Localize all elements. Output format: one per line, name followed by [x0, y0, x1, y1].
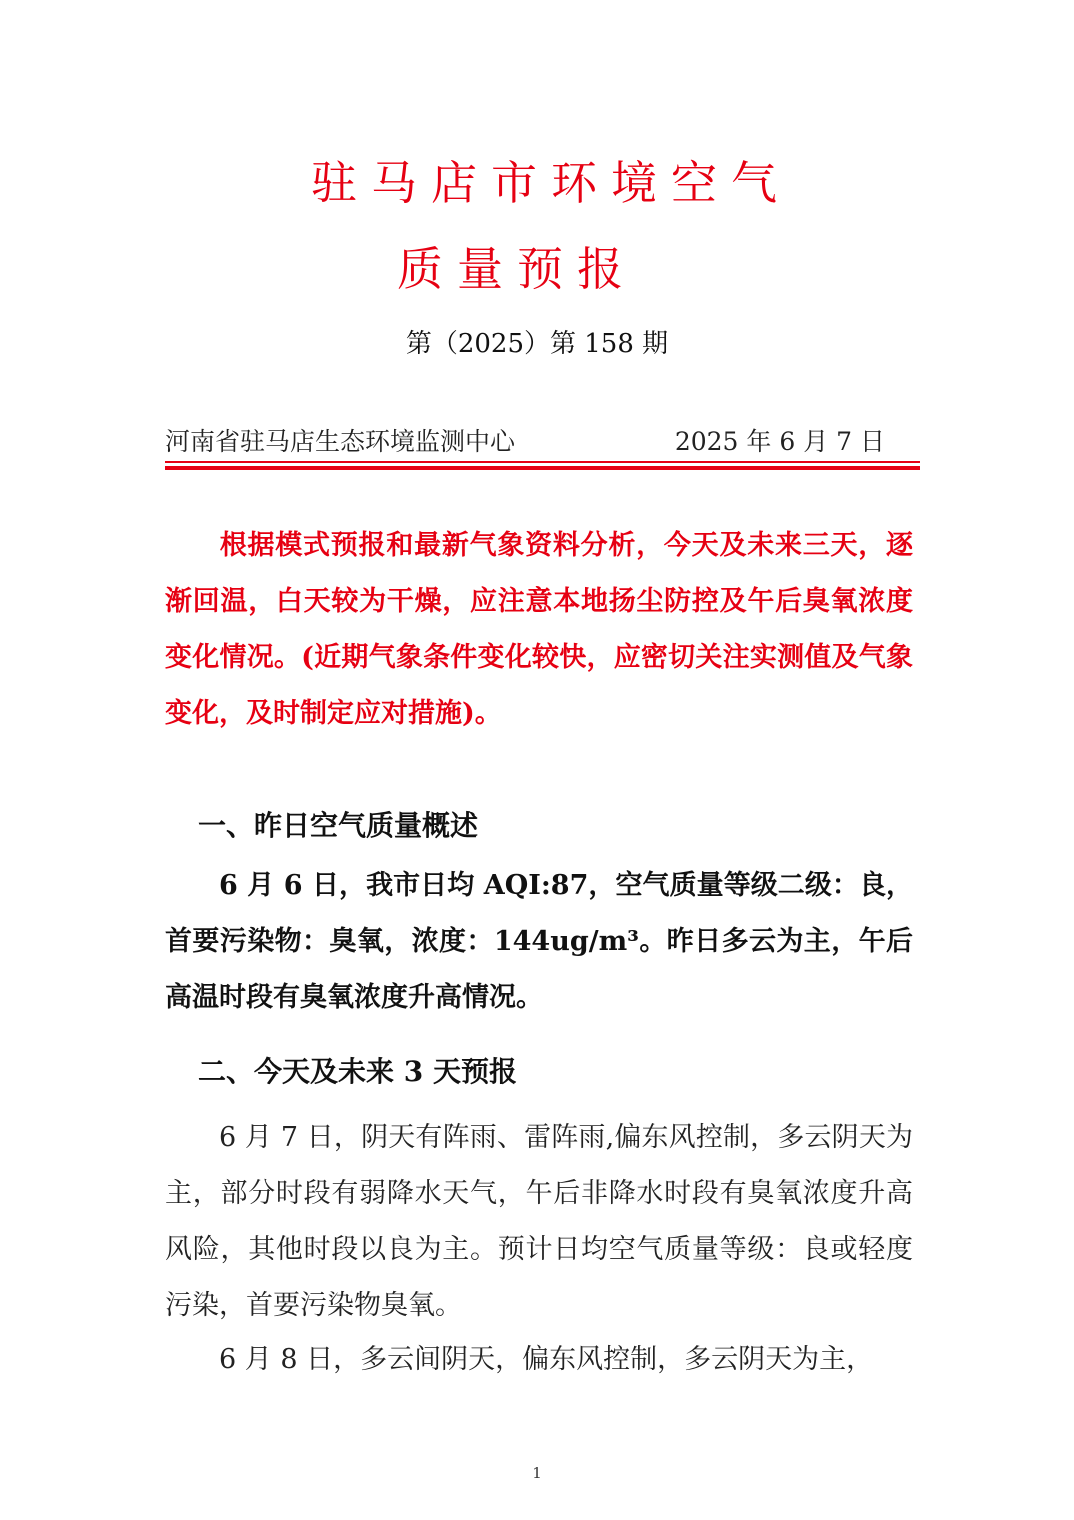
section-heading-yesterday: 一、昨日空气质量概述	[198, 809, 479, 842]
section-heading-forecast	[198, 1052, 517, 1092]
forecast-heading-prefix: 二、今天及未来	[198, 1055, 404, 1088]
page-number: 1	[532, 1464, 542, 1482]
forecast-day2-text: 6 月 8 日，多云间阴天，偏东风控制，多云阴天为主，	[219, 1344, 874, 1375]
forecast-heading-number: 3	[403, 1055, 424, 1088]
issuer-line	[165, 424, 893, 460]
summary-text: 根据模式预报和最新气象资料分析，今天及未来三天，逐渐回温，白天较为干燥，应注意本地扬尘防控及午后臭氧浓度变化情况。(近期气象条件变化较快，应密切关注实测值及气象变化，及时制定应对措施)。	[165, 530, 913, 729]
report-title-line2: 质量预报	[397, 242, 637, 296]
forecast-day1-paragraph	[165, 1110, 913, 1334]
forecast-day1-text: 6 月 7 日，阴天有阵雨、雷阵雨,偏东风控制，多云阴天为主，部分时段有弱降水天气，午后非降水时段有臭氧浓度升高风险，其他时段以良为主。预计日均空气质量等级：良或轻度污染，首要污染物臭氧。	[165, 1122, 913, 1321]
issue-number: 第（2025）第 158 期	[405, 329, 669, 359]
issue-date: 2025 年 6 月 7 日	[674, 427, 885, 456]
report-title-line1: 驻马店市环境空气	[311, 156, 791, 210]
forecast-heading-suffix: 天预报	[423, 1055, 517, 1088]
forecast-day2-paragraph	[165, 1332, 913, 1388]
yesterday-paragraph	[165, 858, 913, 1026]
yesterday-text: 6 月 6 日，我市日均 AQI:87，空气质量等级二级：良，首要污染物：臭氧，浓度：144ug/m³。昨日多云为主，午后高温时段有臭氧浓度升高情况。	[165, 870, 913, 1013]
summary-paragraph	[165, 518, 913, 742]
issuing-organization: 河南省驻马店生态环境监测中心	[165, 427, 516, 456]
header-divider-thick	[165, 466, 920, 470]
header-divider-thin	[165, 461, 920, 463]
